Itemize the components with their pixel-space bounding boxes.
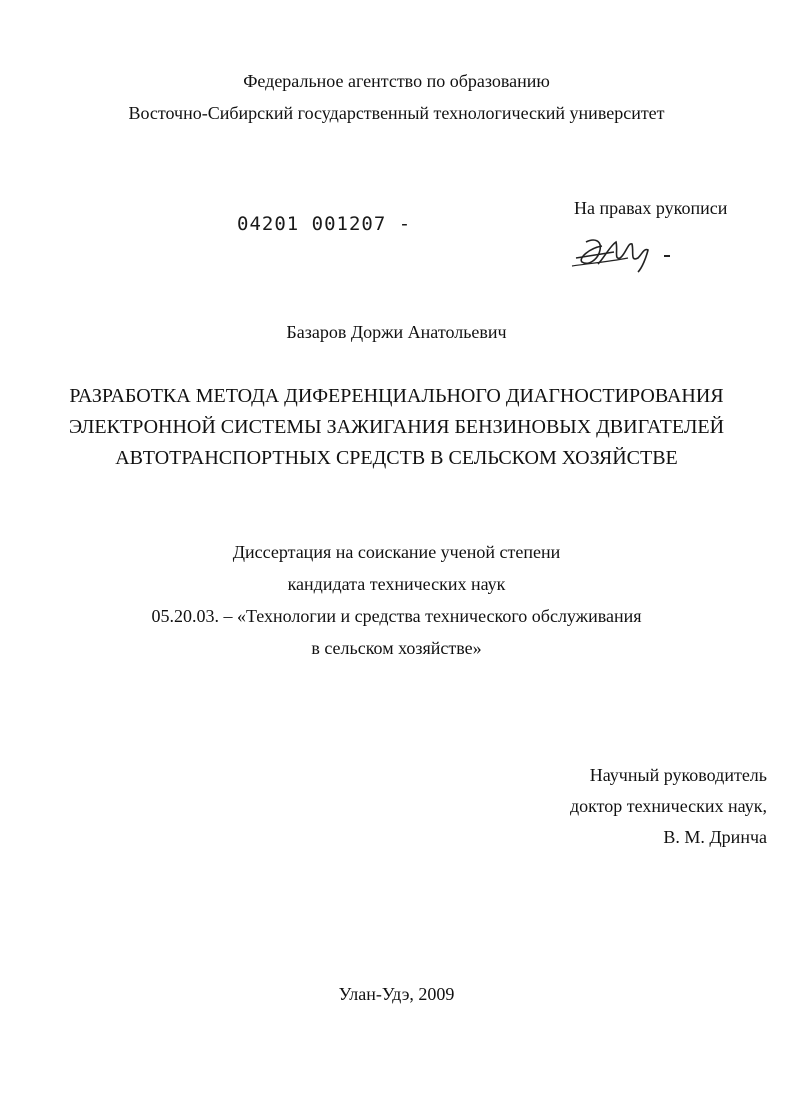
registration-stamp: 04201 001207 -: [237, 213, 412, 235]
supervisor-degree: доктор технических наук,: [570, 796, 767, 816]
supervisor-name: В. М. Дринча: [663, 827, 767, 847]
dissertation-line-3: 05.20.03. – «Технологии и средства технического обслуживания: [151, 606, 642, 626]
title-line-3: АВТОТРАНСПОРТНЫХ СРЕДСТВ В СЕЛЬСКОМ ХОЗЯЙСТВЕ: [115, 447, 678, 469]
title-line-2: ЭЛЕКТРОННОЙ СИСТЕМЫ ЗАЖИГАНИЯ БЕНЗИНОВЫХ ДВИГАТЕЛЕЙ: [68, 416, 725, 438]
dissertation-line-1: Диссертация на соискание ученой степени: [232, 542, 561, 562]
dissertation-line-4: в сельском хозяйстве»: [311, 638, 482, 658]
rights-label: На правах рукописи: [574, 198, 728, 218]
supervisor-role: Научный руководитель: [589, 765, 767, 785]
supervisor-block: [570, 760, 767, 853]
author-name: Базаров Доржи Анатольевич: [286, 322, 507, 342]
agency-name: Федеральное агентство по образованию: [243, 71, 550, 91]
city-year: Улан-Удэ, 2009: [338, 984, 455, 1004]
dissertation-line-2: кандидата технических наук: [287, 574, 506, 594]
handwritten-signature: [568, 228, 688, 276]
title-line-1: РАЗРАБОТКА МЕТОДА ДИФЕРЕНЦИАЛЬНОГО ДИАГНОСТИРОВАНИЯ: [69, 385, 724, 407]
university-name: Восточно-Сибирский государственный технологический университет: [128, 103, 665, 123]
